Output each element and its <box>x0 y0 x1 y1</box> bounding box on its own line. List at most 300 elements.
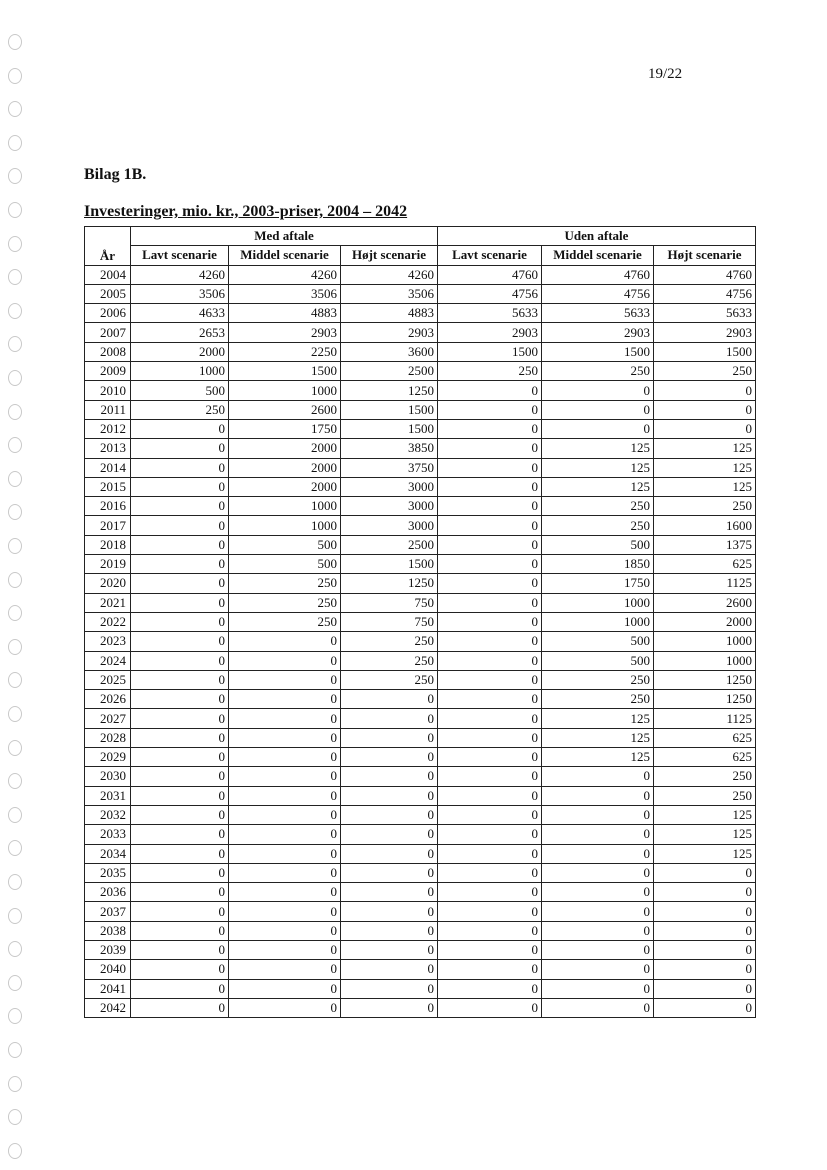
annex-title: Bilag 1B. <box>84 166 147 183</box>
value-cell: 5633 <box>438 304 542 323</box>
value-cell: 0 <box>438 516 542 535</box>
value-cell: 0 <box>131 555 229 574</box>
value-cell: 2903 <box>341 323 438 342</box>
table-row <box>85 516 756 535</box>
value-cell: 250 <box>438 362 542 381</box>
binder-hole <box>8 1143 22 1159</box>
value-cell: 0 <box>131 998 229 1017</box>
value-cell: 625 <box>654 748 756 767</box>
value-cell: 0 <box>654 863 756 882</box>
value-cell: 1750 <box>229 419 341 438</box>
year-cell: 2023 <box>85 632 131 651</box>
group-header-uden-aftale: Uden aftale <box>438 227 756 246</box>
year-cell: 2040 <box>85 960 131 979</box>
value-cell: 0 <box>438 902 542 921</box>
table-row <box>85 748 756 767</box>
value-cell: 0 <box>438 767 542 786</box>
value-cell: 4260 <box>229 265 341 284</box>
year-cell: 2038 <box>85 921 131 940</box>
value-cell: 125 <box>654 825 756 844</box>
table-row <box>85 844 756 863</box>
value-cell: 1250 <box>341 381 438 400</box>
value-cell: 2000 <box>654 612 756 631</box>
value-cell: 0 <box>229 709 341 728</box>
value-cell: 0 <box>229 979 341 998</box>
value-cell: 0 <box>341 786 438 805</box>
value-cell: 2000 <box>229 439 341 458</box>
value-cell: 2000 <box>229 477 341 496</box>
value-cell: 0 <box>654 381 756 400</box>
value-cell: 4260 <box>341 265 438 284</box>
value-cell: 0 <box>438 709 542 728</box>
year-cell: 2007 <box>85 323 131 342</box>
binder-hole <box>8 471 22 487</box>
value-cell: 5633 <box>542 304 654 323</box>
value-cell: 0 <box>131 535 229 554</box>
value-cell: 0 <box>131 458 229 477</box>
value-cell: 2903 <box>542 323 654 342</box>
value-cell: 0 <box>542 825 654 844</box>
group-header-med-aftale: Med aftale <box>131 227 438 246</box>
value-cell: 1500 <box>341 400 438 419</box>
value-cell: 4756 <box>654 284 756 303</box>
table-row <box>85 477 756 496</box>
table-row <box>85 362 756 381</box>
value-cell: 1125 <box>654 574 756 593</box>
value-cell: 0 <box>438 419 542 438</box>
value-cell: 2653 <box>131 323 229 342</box>
value-cell: 125 <box>542 458 654 477</box>
binder-hole <box>8 840 22 856</box>
value-cell: 0 <box>438 805 542 824</box>
value-cell: 0 <box>438 844 542 863</box>
value-cell: 125 <box>654 805 756 824</box>
value-cell: 0 <box>542 786 654 805</box>
value-cell: 0 <box>341 767 438 786</box>
binder-hole <box>8 538 22 554</box>
value-cell: 0 <box>131 419 229 438</box>
investment-table <box>84 226 756 1018</box>
value-cell: 0 <box>229 825 341 844</box>
column-header: Lavt scenarie <box>438 246 542 265</box>
year-cell: 2033 <box>85 825 131 844</box>
binder-hole <box>8 303 22 319</box>
binder-hole <box>8 168 22 184</box>
value-cell: 0 <box>542 805 654 824</box>
value-cell: 250 <box>542 497 654 516</box>
table-row <box>85 805 756 824</box>
value-cell: 4883 <box>229 304 341 323</box>
value-cell: 1250 <box>341 574 438 593</box>
table-row <box>85 998 756 1017</box>
year-cell: 2028 <box>85 728 131 747</box>
year-cell: 2036 <box>85 883 131 902</box>
value-cell: 2903 <box>229 323 341 342</box>
value-cell: 0 <box>131 940 229 959</box>
year-cell: 2025 <box>85 670 131 689</box>
value-cell: 250 <box>341 651 438 670</box>
value-cell: 3000 <box>341 516 438 535</box>
table-title: Investeringer, mio. kr., 2003-priser, 2004 – 2042 <box>84 203 408 220</box>
table-row <box>85 593 756 612</box>
table-row <box>85 825 756 844</box>
value-cell: 4633 <box>131 304 229 323</box>
value-cell: 2000 <box>229 458 341 477</box>
column-header: Højt scenarie <box>654 246 756 265</box>
value-cell: 0 <box>341 825 438 844</box>
value-cell: 0 <box>229 883 341 902</box>
value-cell: 0 <box>654 998 756 1017</box>
value-cell: 125 <box>654 844 756 863</box>
year-cell: 2010 <box>85 381 131 400</box>
binder-hole <box>8 908 22 924</box>
value-cell: 0 <box>131 709 229 728</box>
value-cell: 0 <box>229 670 341 689</box>
binder-hole <box>8 370 22 386</box>
value-cell: 0 <box>542 883 654 902</box>
value-cell: 125 <box>654 439 756 458</box>
value-cell: 0 <box>131 921 229 940</box>
value-cell: 0 <box>131 767 229 786</box>
table-row <box>85 767 756 786</box>
value-cell: 0 <box>542 921 654 940</box>
value-cell: 0 <box>438 960 542 979</box>
value-cell: 0 <box>229 651 341 670</box>
value-cell: 0 <box>131 883 229 902</box>
value-cell: 0 <box>131 593 229 612</box>
value-cell: 0 <box>131 748 229 767</box>
value-cell: 1000 <box>229 516 341 535</box>
value-cell: 125 <box>542 477 654 496</box>
value-cell: 125 <box>654 477 756 496</box>
value-cell: 4760 <box>654 265 756 284</box>
year-cell: 2032 <box>85 805 131 824</box>
value-cell: 0 <box>229 690 341 709</box>
table-row <box>85 651 756 670</box>
binder-hole <box>8 1076 22 1092</box>
value-cell: 0 <box>542 902 654 921</box>
value-cell: 0 <box>341 728 438 747</box>
binder-hole <box>8 135 22 151</box>
value-cell: 250 <box>341 632 438 651</box>
value-cell: 3506 <box>131 284 229 303</box>
year-cell: 2012 <box>85 419 131 438</box>
value-cell: 2903 <box>438 323 542 342</box>
binder-hole <box>8 1008 22 1024</box>
value-cell: 0 <box>229 960 341 979</box>
value-cell: 500 <box>542 535 654 554</box>
value-cell: 1125 <box>654 709 756 728</box>
table-row <box>85 400 756 419</box>
value-cell: 0 <box>341 998 438 1017</box>
table-row <box>85 902 756 921</box>
year-cell: 2027 <box>85 709 131 728</box>
value-cell: 1000 <box>229 497 341 516</box>
value-cell: 1000 <box>654 632 756 651</box>
value-cell: 3750 <box>341 458 438 477</box>
value-cell: 1500 <box>438 342 542 361</box>
value-cell: 500 <box>542 632 654 651</box>
binder-hole <box>8 269 22 285</box>
value-cell: 0 <box>438 458 542 477</box>
table-row <box>85 284 756 303</box>
binder-hole <box>8 807 22 823</box>
value-cell: 0 <box>542 767 654 786</box>
value-cell: 0 <box>131 632 229 651</box>
binder-hole <box>8 740 22 756</box>
year-cell: 2016 <box>85 497 131 516</box>
value-cell: 125 <box>542 748 654 767</box>
value-cell: 0 <box>438 670 542 689</box>
value-cell: 3506 <box>341 284 438 303</box>
value-cell: 0 <box>229 805 341 824</box>
value-cell: 0 <box>341 902 438 921</box>
value-cell: 0 <box>131 844 229 863</box>
value-cell: 0 <box>438 632 542 651</box>
table-row <box>85 883 756 902</box>
year-cell: 2018 <box>85 535 131 554</box>
year-header: År <box>85 227 131 266</box>
table-row <box>85 940 756 959</box>
year-cell: 2026 <box>85 690 131 709</box>
value-cell: 0 <box>438 497 542 516</box>
value-cell: 0 <box>229 863 341 882</box>
value-cell: 1750 <box>542 574 654 593</box>
value-cell: 1600 <box>654 516 756 535</box>
table-row <box>85 709 756 728</box>
value-cell: 4760 <box>542 265 654 284</box>
year-cell: 2037 <box>85 902 131 921</box>
binder-hole <box>8 101 22 117</box>
table-row <box>85 535 756 554</box>
value-cell: 0 <box>542 998 654 1017</box>
value-cell: 0 <box>654 921 756 940</box>
value-cell: 2000 <box>131 342 229 361</box>
value-cell: 0 <box>542 419 654 438</box>
value-cell: 250 <box>542 690 654 709</box>
value-cell: 500 <box>131 381 229 400</box>
value-cell: 1000 <box>542 612 654 631</box>
value-cell: 750 <box>341 593 438 612</box>
table-row <box>85 612 756 631</box>
value-cell: 3000 <box>341 497 438 516</box>
value-cell: 0 <box>542 844 654 863</box>
value-cell: 0 <box>131 902 229 921</box>
binder-hole <box>8 1109 22 1125</box>
value-cell: 0 <box>341 844 438 863</box>
table-row <box>85 670 756 689</box>
value-cell: 1500 <box>229 362 341 381</box>
value-cell: 250 <box>542 670 654 689</box>
value-cell: 1250 <box>654 690 756 709</box>
value-cell: 0 <box>438 651 542 670</box>
binder-holes <box>0 0 30 1170</box>
value-cell: 4756 <box>542 284 654 303</box>
value-cell: 0 <box>229 940 341 959</box>
value-cell: 2600 <box>654 593 756 612</box>
value-cell: 0 <box>438 439 542 458</box>
value-cell: 500 <box>229 535 341 554</box>
year-cell: 2039 <box>85 940 131 959</box>
value-cell: 4883 <box>341 304 438 323</box>
year-cell: 2015 <box>85 477 131 496</box>
value-cell: 125 <box>542 728 654 747</box>
value-cell: 0 <box>438 612 542 631</box>
value-cell: 0 <box>438 883 542 902</box>
column-header: Højt scenarie <box>341 246 438 265</box>
table-row <box>85 786 756 805</box>
table-row <box>85 690 756 709</box>
year-cell: 2041 <box>85 979 131 998</box>
value-cell: 0 <box>341 805 438 824</box>
value-cell: 0 <box>341 883 438 902</box>
value-cell: 0 <box>542 863 654 882</box>
value-cell: 0 <box>229 748 341 767</box>
table-row <box>85 419 756 438</box>
value-cell: 0 <box>341 940 438 959</box>
value-cell: 1375 <box>654 535 756 554</box>
table-row <box>85 265 756 284</box>
value-cell: 0 <box>438 940 542 959</box>
value-cell: 250 <box>229 593 341 612</box>
year-cell: 2011 <box>85 400 131 419</box>
binder-hole <box>8 34 22 50</box>
year-cell: 2030 <box>85 767 131 786</box>
binder-hole <box>8 874 22 890</box>
value-cell: 125 <box>542 709 654 728</box>
value-cell: 250 <box>654 497 756 516</box>
value-cell: 0 <box>654 960 756 979</box>
year-cell: 2024 <box>85 651 131 670</box>
value-cell: 0 <box>438 748 542 767</box>
value-cell: 0 <box>654 979 756 998</box>
value-cell: 1500 <box>341 555 438 574</box>
value-cell: 0 <box>438 690 542 709</box>
value-cell: 0 <box>438 381 542 400</box>
binder-hole <box>8 68 22 84</box>
value-cell: 1000 <box>229 381 341 400</box>
value-cell: 0 <box>131 825 229 844</box>
value-cell: 1850 <box>542 555 654 574</box>
value-cell: 0 <box>229 728 341 747</box>
table-body <box>85 265 756 1018</box>
year-cell: 2017 <box>85 516 131 535</box>
value-cell: 0 <box>438 863 542 882</box>
value-cell: 250 <box>131 400 229 419</box>
column-header: Middel scenarie <box>542 246 654 265</box>
value-cell: 1000 <box>654 651 756 670</box>
value-cell: 2500 <box>341 535 438 554</box>
year-cell: 2019 <box>85 555 131 574</box>
value-cell: 0 <box>542 960 654 979</box>
binder-hole <box>8 236 22 252</box>
value-cell: 0 <box>341 979 438 998</box>
year-cell: 2029 <box>85 748 131 767</box>
value-cell: 0 <box>131 574 229 593</box>
value-cell: 250 <box>654 362 756 381</box>
year-cell: 2035 <box>85 863 131 882</box>
year-cell: 2005 <box>85 284 131 303</box>
value-cell: 500 <box>229 555 341 574</box>
value-cell: 0 <box>654 883 756 902</box>
value-cell: 0 <box>131 670 229 689</box>
table-row <box>85 632 756 651</box>
value-cell: 4756 <box>438 284 542 303</box>
table-row <box>85 863 756 882</box>
table-row <box>85 497 756 516</box>
value-cell: 0 <box>438 400 542 419</box>
value-cell: 250 <box>229 574 341 593</box>
value-cell: 2600 <box>229 400 341 419</box>
value-cell: 2903 <box>654 323 756 342</box>
binder-hole <box>8 639 22 655</box>
binder-hole <box>8 773 22 789</box>
value-cell: 0 <box>131 516 229 535</box>
value-cell: 125 <box>654 458 756 477</box>
value-cell: 250 <box>654 786 756 805</box>
table-row <box>85 979 756 998</box>
value-cell: 0 <box>229 844 341 863</box>
value-cell: 1500 <box>654 342 756 361</box>
value-cell: 4760 <box>438 265 542 284</box>
value-cell: 0 <box>131 497 229 516</box>
value-cell: 0 <box>542 400 654 419</box>
value-cell: 0 <box>654 902 756 921</box>
value-cell: 750 <box>341 612 438 631</box>
table-row <box>85 458 756 477</box>
value-cell: 2250 <box>229 342 341 361</box>
value-cell: 0 <box>341 709 438 728</box>
value-cell: 0 <box>131 651 229 670</box>
year-cell: 2008 <box>85 342 131 361</box>
binder-hole <box>8 572 22 588</box>
value-cell: 0 <box>438 477 542 496</box>
table-row <box>85 555 756 574</box>
value-cell: 0 <box>438 998 542 1017</box>
value-cell: 250 <box>654 767 756 786</box>
value-cell: 0 <box>131 805 229 824</box>
value-cell: 1250 <box>654 670 756 689</box>
table-row <box>85 439 756 458</box>
value-cell: 250 <box>341 670 438 689</box>
value-cell: 125 <box>542 439 654 458</box>
value-cell: 0 <box>131 786 229 805</box>
binder-hole <box>8 605 22 621</box>
binder-hole <box>8 437 22 453</box>
binder-hole <box>8 975 22 991</box>
value-cell: 0 <box>438 728 542 747</box>
table-row <box>85 728 756 747</box>
table-row <box>85 304 756 323</box>
binder-hole <box>8 706 22 722</box>
value-cell: 3000 <box>341 477 438 496</box>
value-cell: 0 <box>131 477 229 496</box>
value-cell: 250 <box>229 612 341 631</box>
value-cell: 0 <box>341 690 438 709</box>
year-cell: 2006 <box>85 304 131 323</box>
value-cell: 0 <box>438 593 542 612</box>
value-cell: 0 <box>542 940 654 959</box>
value-cell: 3850 <box>341 439 438 458</box>
value-cell: 0 <box>438 555 542 574</box>
table-row <box>85 921 756 940</box>
year-cell: 2013 <box>85 439 131 458</box>
value-cell: 0 <box>131 439 229 458</box>
value-cell: 250 <box>542 362 654 381</box>
value-cell: 0 <box>542 979 654 998</box>
value-cell: 0 <box>131 863 229 882</box>
value-cell: 1500 <box>341 419 438 438</box>
